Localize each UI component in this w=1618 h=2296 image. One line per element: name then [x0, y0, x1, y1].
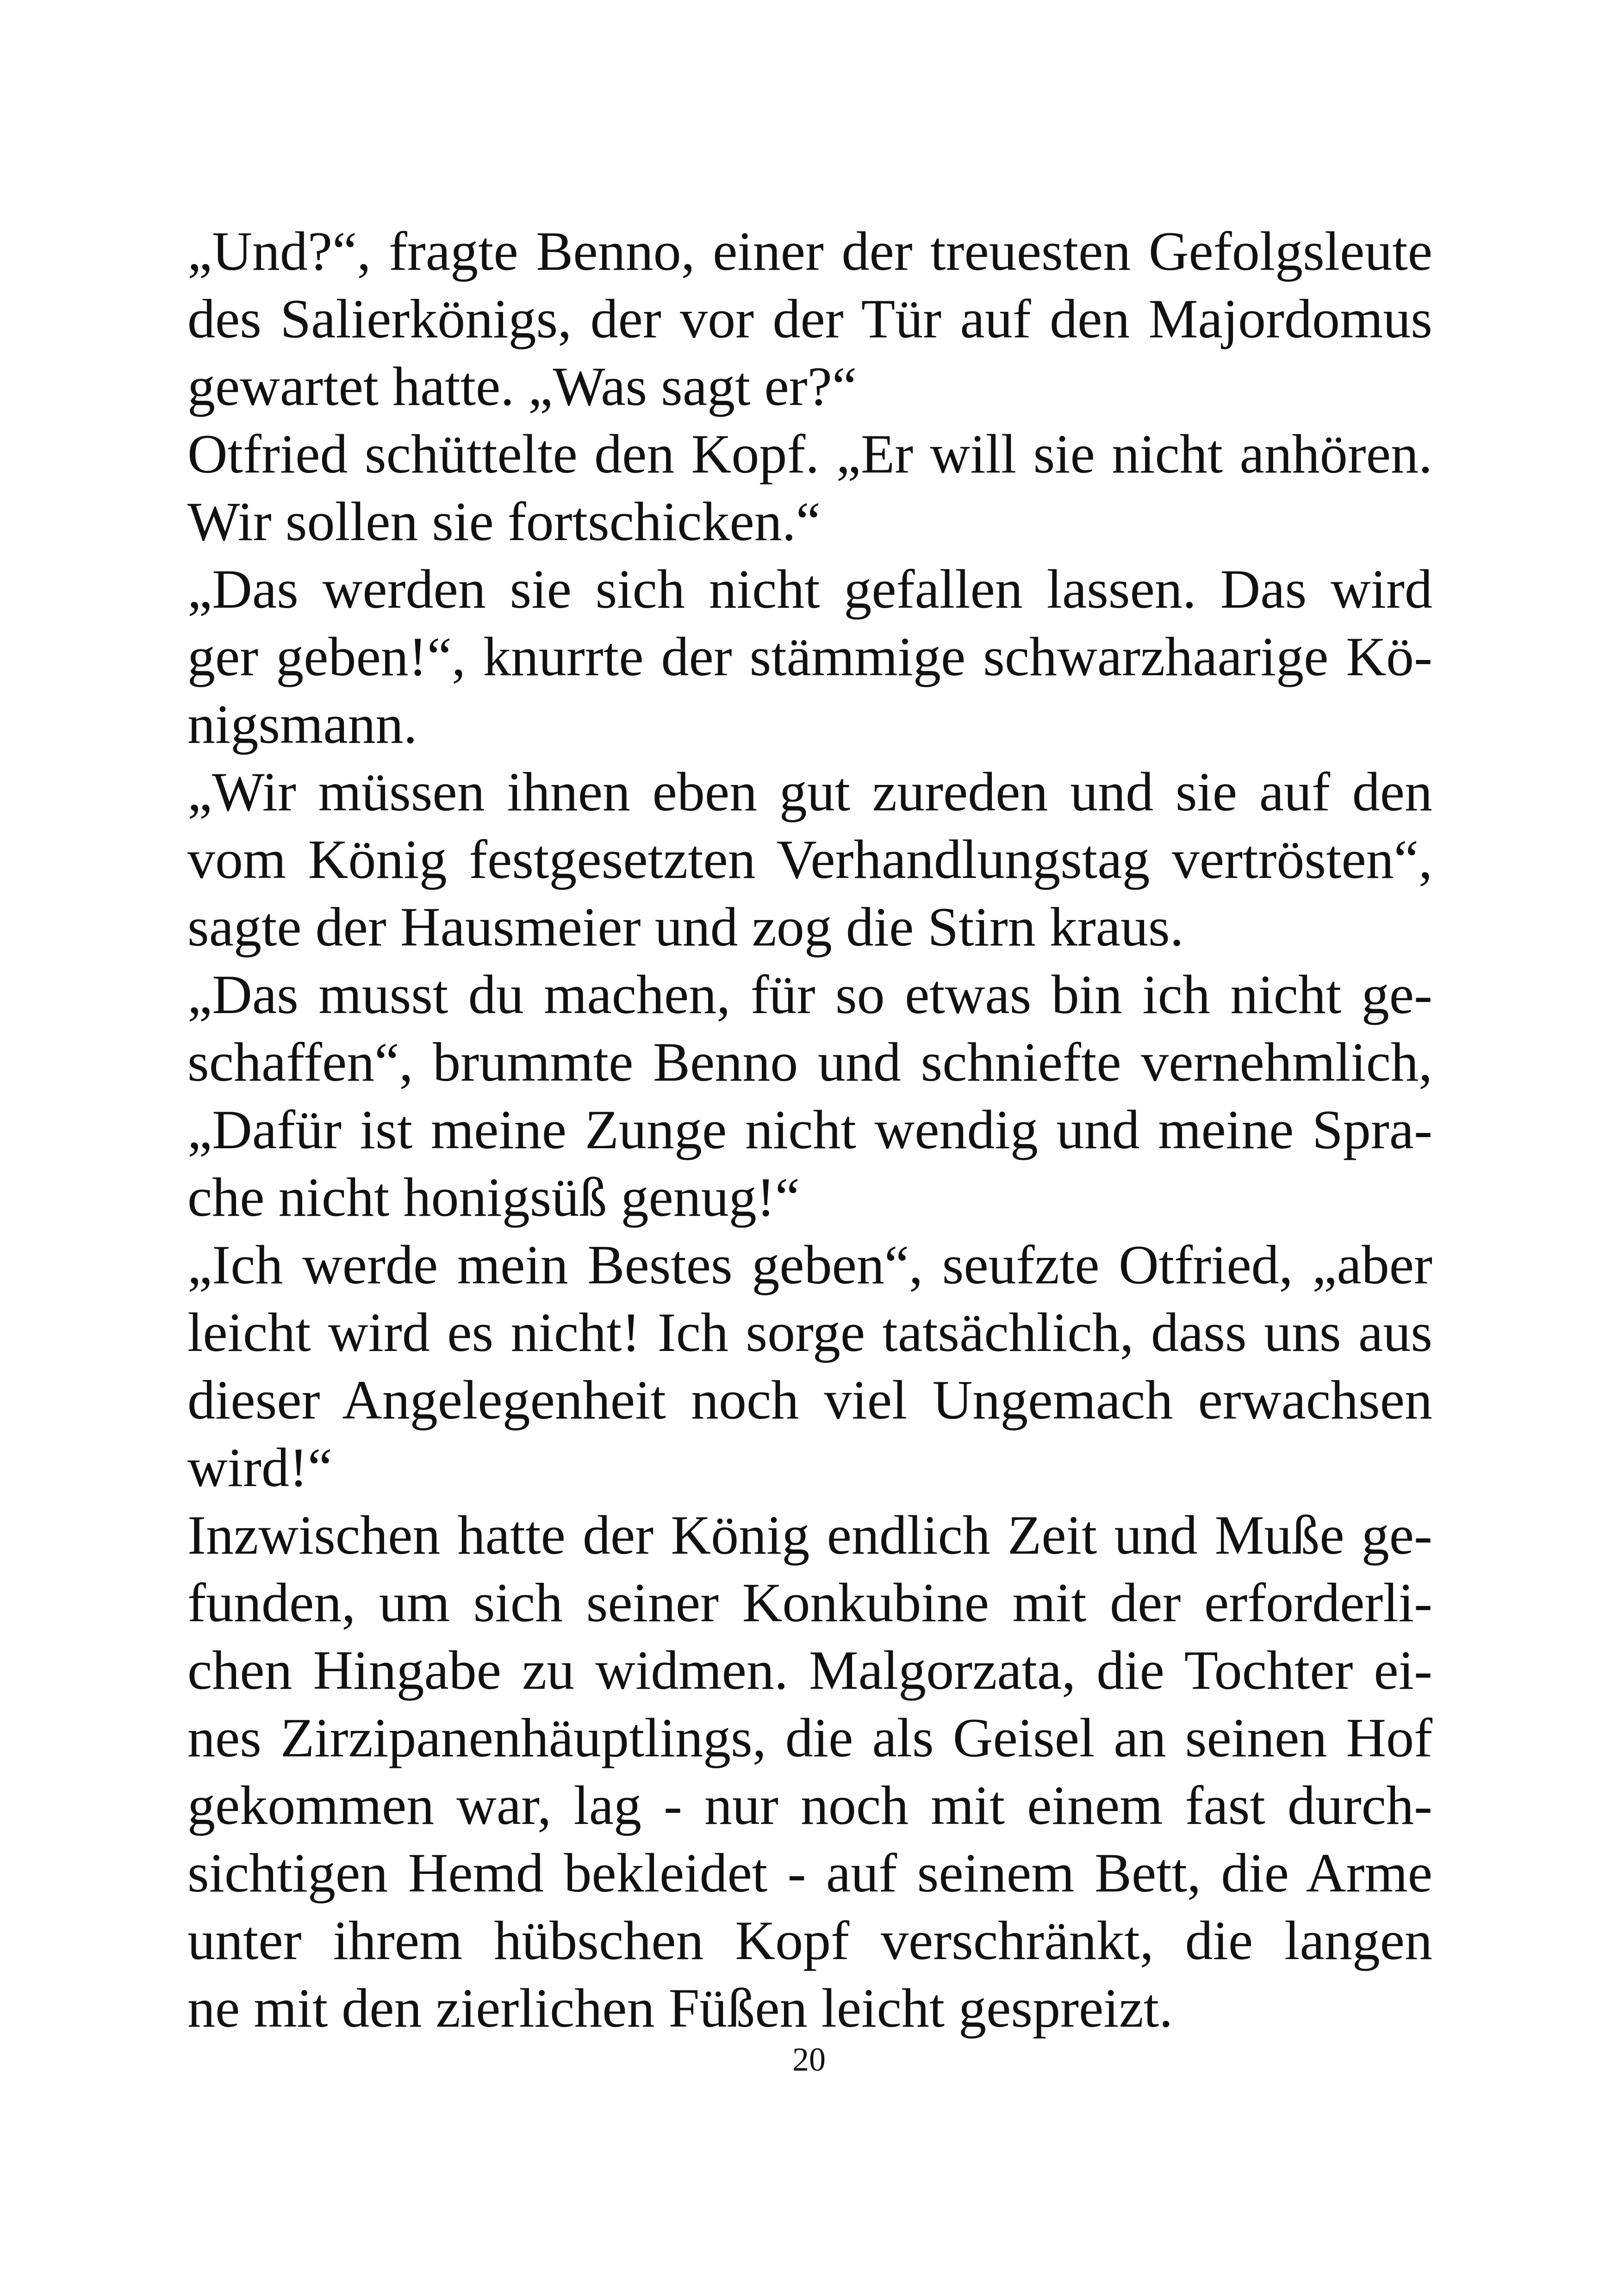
text-line: gekommen war, lag - nur noch mit einem fast durch- [187, 1774, 1432, 1836]
text-line: „Wir müssen ihnen eben gut zureden und sie auf den [187, 761, 1432, 822]
text-line: nes Zirzipanenhäuptlings, die als Geisel an seinen Hof [187, 1707, 1432, 1768]
body-text [187, 218, 1432, 2042]
text-line: unter ihrem hübschen Kopf verschränkt, die langen [187, 1910, 1432, 1971]
text-line: „Das werden sie sich nicht gefallen lassen. Das wird [187, 558, 1432, 620]
text-line: ger geben!“, knurrte der stämmige schwarzhaarige Kö- [187, 626, 1432, 687]
text-line: ne mit den zierlichen Füßen leicht gespreizt. [187, 1977, 1173, 2039]
text-line: wird!“ [187, 1437, 333, 1498]
text-line: „Dafür ist meine Zunge nicht wendig und meine Spra- [187, 1099, 1432, 1160]
text-line: „Ich werde mein Bestes geben“, seufzte Otfried, „aber [187, 1234, 1432, 1295]
text-line: schaffen“, brummte Benno und schniefte vernehmlich, [187, 1031, 1432, 1093]
text-line: nigsmann. [187, 693, 417, 755]
text-line: funden, um sich seiner Konkubine mit der erforderli- [187, 1572, 1432, 1633]
text-line: Wir sollen sie fortschicken.“ [187, 491, 821, 552]
text-line: chen Hingabe zu widmen. Malgorzata, die Tochter ei- [187, 1639, 1432, 1701]
text-line: des Salierkönigs, der vor der Tür auf den Majordomus [187, 288, 1432, 349]
text-line: che nicht honigsüß genug!“ [187, 1166, 800, 1228]
text-line: Inzwischen hatte der König endlich Zeit und Muße ge- [187, 1504, 1432, 1566]
text-line: gewartet hatte. „Was sagt er?“ [187, 355, 857, 417]
text-line: leicht wird es nicht! Ich sorge tatsächlich, dass uns aus [187, 1301, 1432, 1363]
text-line: „Und?“, fragte Benno, einer der treuesten Gefolgsleute [187, 220, 1432, 282]
text-line: vom König festgesetzten Verhandlungstag vertrösten“, [187, 828, 1432, 890]
text-line: Otfried schüttelte den Kopf. „Er will sie nicht anhören. [187, 423, 1432, 485]
text-line: sagte der Hausmeier und zog die Stirn kraus. [187, 896, 1184, 958]
text-line: „Das musst du machen, für so etwas bin ich nicht ge- [187, 964, 1432, 1025]
text-line: sichtigen Hemd bekleidet - auf seinem Bett, die Arme [187, 1842, 1432, 1904]
text-line: dieser Angelegenheit noch viel Ungemach erwachsen [187, 1369, 1432, 1431]
page-number: 20 [792, 2041, 826, 2078]
